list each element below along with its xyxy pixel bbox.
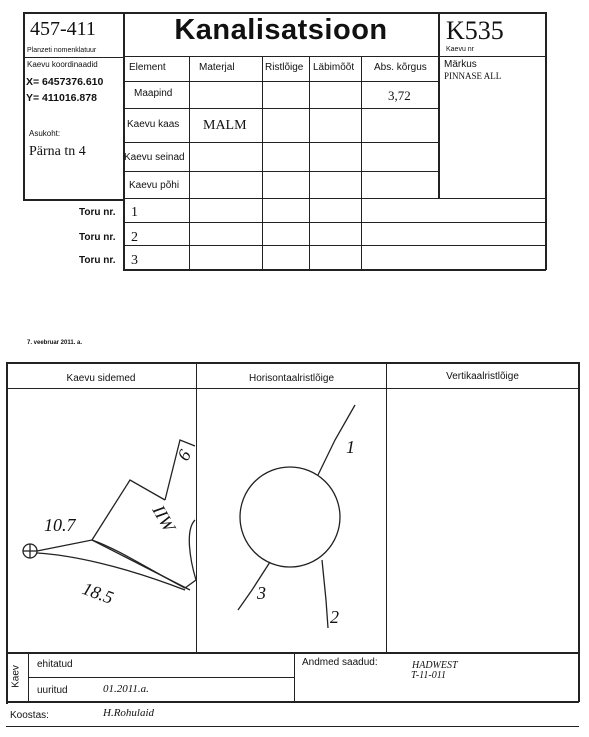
- note-6: 6: [173, 446, 195, 465]
- surveyed-value: 01.2011.a.: [103, 683, 149, 695]
- data-received-value-1: HADWEST: [412, 660, 458, 671]
- note-iiw: IIW: [148, 501, 180, 535]
- surveyed-label: uuritud: [37, 685, 68, 696]
- compiled-value: H.Rohulaid: [103, 707, 155, 719]
- coord-y: Y= 411016.878: [26, 92, 97, 104]
- data-received-value-2: T-11-011: [411, 670, 446, 681]
- pipe-label-3: Toru nr.: [79, 255, 116, 266]
- page-title: Kanalisatsioon: [174, 14, 388, 46]
- pipe-label-2: Toru nr.: [79, 232, 116, 243]
- col-header-cross-section: Ristlõige: [265, 62, 304, 73]
- pipe-num-2: 2: [131, 230, 138, 245]
- pipe-mark-2: 2: [330, 607, 339, 627]
- row-abs-ground: 3,72: [388, 88, 411, 103]
- coords-label: Kaevu koordinaadid: [27, 60, 98, 69]
- sketch-col-horizontal: Horisontaalristlõige: [248, 373, 335, 384]
- sketch-col-vertical: Vertikaalristlõige: [446, 371, 519, 382]
- remarks-value: PINNASE ALL: [444, 71, 502, 81]
- nomenclature-number: 457-411: [30, 18, 96, 40]
- col-header-material: Materjal: [199, 62, 235, 73]
- remarks-label: Märkus: [444, 59, 477, 70]
- pipe-mark-3: 3: [257, 583, 266, 603]
- well-number: K535: [446, 16, 504, 45]
- data-received-label: Andmed saadud:: [302, 657, 378, 668]
- pipe-label-1: Toru nr.: [79, 207, 116, 218]
- row-material-lid: MALM: [203, 118, 247, 133]
- row-element-walls: Kaevu seinad: [124, 152, 185, 163]
- row-element-lid: Kaevu kaas: [127, 119, 180, 130]
- kaev-label: Kaev: [10, 665, 22, 688]
- location-label: Asukoht:: [29, 129, 61, 138]
- sketch-col-connections: Kaevu sidemed: [66, 373, 136, 384]
- col-header-diameter: Läbimõõt: [313, 62, 355, 73]
- col-header-element: Element: [129, 62, 166, 73]
- row-element-bottom: Kaevu põhi: [129, 180, 180, 191]
- col-header-abs-height: Abs. kõrgus: [374, 62, 427, 73]
- built-label: ehitatud: [37, 659, 73, 670]
- location-value: Pärna tn 4: [29, 144, 86, 159]
- nomenclature-label: Planzeti nomenklatuur: [27, 47, 97, 54]
- pipe-num-1: 1: [131, 205, 138, 220]
- note-10-7: 10.7: [44, 515, 76, 535]
- well-number-label: Kaevu nr: [446, 46, 475, 53]
- coord-x: X= 6457376.610: [26, 76, 104, 88]
- compiled-label: Koostas:: [10, 710, 49, 721]
- date-line: 7. veebruar 2011. a.: [27, 340, 83, 346]
- note-18-5: 18.5: [79, 578, 117, 608]
- pipe-mark-1: 1: [346, 437, 355, 457]
- row-element-ground: Maapind: [134, 88, 173, 99]
- pipe-num-3: 3: [131, 253, 138, 268]
